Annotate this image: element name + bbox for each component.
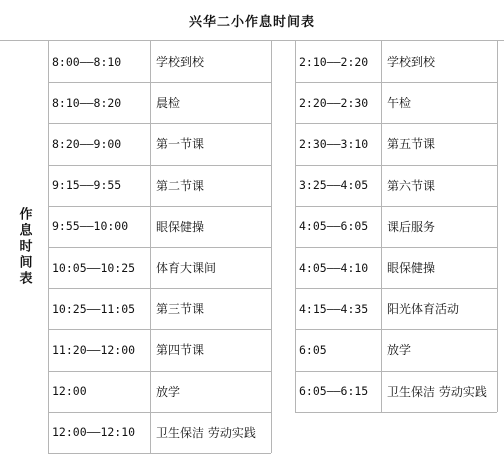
activity-cell: 午检 — [387, 96, 412, 111]
left_rows-border-right — [271, 41, 272, 453]
time-cell: 8:20——9:00 — [52, 136, 122, 151]
page-title: 兴华二小作息时间表 — [188, 14, 315, 30]
time-cell: 12:00 — [52, 384, 87, 399]
time-cell: 10:25——11:05 — [52, 301, 136, 316]
time-cell: 2:10——2:20 — [299, 54, 369, 69]
time-cell: 6:05 — [299, 342, 327, 357]
time-cell: 12:00——12:10 — [52, 425, 136, 440]
time-cell: 2:20——2:30 — [299, 95, 369, 110]
activity-cell: 第五节课 — [387, 137, 436, 152]
time-cell: 6:05——6:15 — [299, 384, 369, 399]
activity-cell: 第四节课 — [156, 343, 205, 358]
activity-cell: 第六节课 — [387, 178, 436, 193]
activity-cell: 阳光体育活动 — [387, 302, 460, 317]
activity-cell: 课后服务 — [387, 219, 436, 234]
time-cell: 8:00——8:10 — [52, 54, 122, 69]
activity-cell: 放学 — [387, 343, 412, 358]
side-label — [0, 40, 48, 453]
time-cell: 8:10——8:20 — [52, 95, 122, 110]
time-cell: 9:55——10:00 — [52, 219, 129, 234]
activity-cell: 放学 — [156, 384, 181, 399]
activity-cell: 学校到校 — [156, 55, 205, 69]
activity-cell: 体育大课间 — [156, 261, 217, 275]
activity-cell: 卫生保洁 劳动实践 — [387, 384, 487, 399]
time-cell: 9:15——9:55 — [52, 178, 122, 193]
right_rows-border-left — [295, 41, 296, 412]
activity-cell: 第三节课 — [156, 302, 205, 317]
activity-cell: 第二节课 — [156, 178, 205, 193]
activity-cell: 学校到校 — [387, 55, 436, 69]
time-cell: 2:30——3:10 — [299, 136, 369, 151]
right_rows-border-right — [497, 41, 498, 412]
time-cell: 4:15——4:35 — [299, 301, 369, 316]
time-cell: 3:25——4:05 — [299, 178, 369, 193]
time-cell: 11:20——12:00 — [52, 342, 136, 357]
activity-cell: 眼保健操 — [387, 261, 436, 275]
activity-cell: 卫生保洁 劳动实践 — [156, 425, 256, 440]
activity-cell: 第一节课 — [156, 137, 205, 152]
right_rows-border-split — [381, 41, 382, 412]
activity-cell: 晨检 — [156, 96, 181, 111]
right_rows-row-divider — [295, 412, 497, 413]
time-cell: 4:05——6:05 — [299, 219, 369, 234]
activity-cell: 眼保健操 — [156, 219, 205, 234]
side-label-text: 作息时间表 — [16, 206, 32, 287]
time-cell: 4:05——4:10 — [299, 260, 369, 275]
time-cell: 10:05——10:25 — [52, 260, 136, 275]
